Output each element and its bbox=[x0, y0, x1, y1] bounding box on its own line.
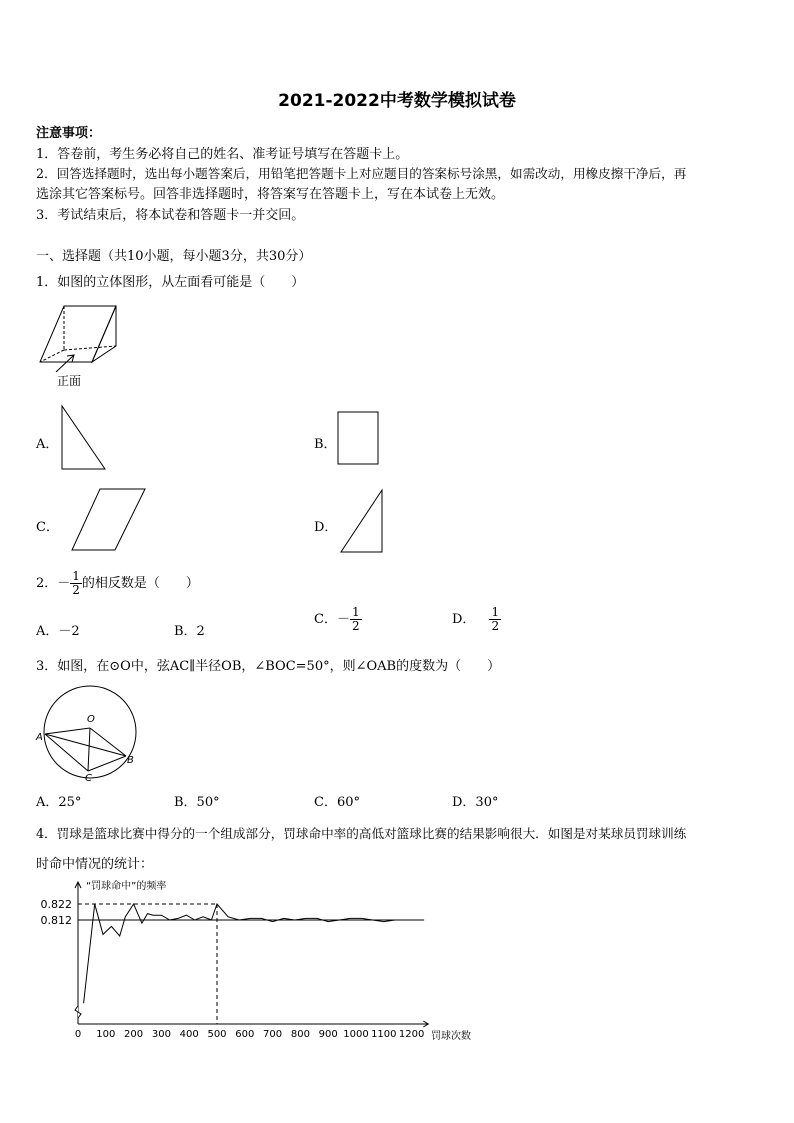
option-d-prefix: D． bbox=[452, 612, 476, 627]
x-tick-label: 600 bbox=[235, 1029, 255, 1040]
solid-side-face bbox=[92, 306, 116, 362]
radius-ob bbox=[90, 728, 126, 756]
x-tick-label: 100 bbox=[96, 1029, 116, 1040]
y-axis-break bbox=[75, 1006, 81, 1018]
question-1-option-a-label: A． bbox=[36, 437, 59, 452]
fraction-denominator: 2 bbox=[491, 619, 500, 633]
parallelogram-shape bbox=[72, 489, 145, 550]
hidden-edge-bottom bbox=[64, 346, 116, 350]
hidden-edge-diagonal bbox=[40, 350, 64, 362]
radius-oc bbox=[88, 728, 90, 771]
question-3-option-a: A．25° bbox=[36, 795, 82, 810]
y-axis-title: “罚球命中”的频率 bbox=[86, 881, 167, 892]
fraction-numerator: 1 bbox=[491, 605, 500, 619]
question-3-option-b: B．50° bbox=[174, 795, 220, 810]
question-2-stem bbox=[36, 570, 199, 598]
x-tick-label: 1000 bbox=[343, 1029, 369, 1040]
question-4-line-1: 4．罚球是篮球比赛中得分的一个组成部分，罚球命中率的高低对篮球比赛的结果影响很大．如图是对某球员罚球训练 bbox=[36, 826, 687, 841]
x-tick-label: 300 bbox=[151, 1029, 171, 1040]
rectangle-shape bbox=[338, 412, 378, 464]
option-c-fraction bbox=[350, 606, 362, 633]
point-c-label: C bbox=[85, 773, 92, 784]
notes-item-3: 3．考试结束后，将本试卷和答题卡一并交回。 bbox=[36, 208, 305, 223]
x-tick-label: 400 bbox=[179, 1029, 199, 1040]
series-line-0 bbox=[84, 904, 418, 1003]
front-label: 正面 bbox=[57, 374, 82, 388]
point-a-label: A bbox=[36, 732, 43, 743]
notes-item-2-line-2: 选涂其它答案标号。回答非选择题时，将答案写在答题卡上，写在本试卷上无效。 bbox=[36, 187, 505, 202]
question-1-option-b-label: B． bbox=[314, 437, 337, 452]
option-c-prefix: C．－ bbox=[314, 612, 350, 627]
question-2-suffix: 的相反数是（ ） bbox=[81, 576, 199, 591]
notes-item-1: 1．答卷前，考生务必将自己的姓名、准考证号填写在答题卡上。 bbox=[36, 147, 409, 162]
point-o-label: O bbox=[87, 714, 95, 725]
y-tick-label: 0.822 bbox=[40, 898, 72, 911]
x-tick-label: 1100 bbox=[371, 1029, 397, 1040]
free-throw-chart bbox=[36, 874, 506, 1046]
question-2-option-b: B．2 bbox=[174, 624, 205, 639]
triangle-shape bbox=[341, 490, 382, 552]
question-3-option-c: C．60° bbox=[314, 795, 360, 810]
fraction-denominator: 2 bbox=[351, 619, 360, 633]
notes-item-2-line-1: 2．回答选择题时，选出每小题答案后，用铅笔把答题卡上对应题目的答案标号涂黑，如需改动，用橡皮擦干净后，再 bbox=[36, 166, 687, 181]
triangle-shape bbox=[62, 406, 105, 469]
option-d-fraction bbox=[489, 606, 501, 633]
page-title: 2021-2022中考数学模拟试卷 bbox=[278, 91, 516, 111]
question-2-option-a: A．－2 bbox=[36, 624, 80, 639]
x-tick-label: 200 bbox=[124, 1029, 144, 1040]
fraction-numerator: 1 bbox=[72, 569, 80, 583]
question-1-option-c-figure bbox=[70, 486, 150, 556]
question-2-option-d bbox=[452, 606, 501, 634]
question-2-option-c bbox=[314, 606, 362, 634]
section-heading: 一、选择题（共10小题，每小题3分，共30分） bbox=[36, 249, 312, 264]
radius-oa bbox=[45, 728, 90, 734]
question-3-circle-figure bbox=[30, 680, 150, 784]
question-2-fraction bbox=[70, 570, 82, 597]
notes-heading: 注意事项： bbox=[36, 126, 102, 141]
question-1-option-a-figure bbox=[60, 404, 110, 474]
x-tick-label: 0 bbox=[74, 1029, 82, 1040]
fraction-numerator: 1 bbox=[351, 605, 360, 619]
x-tick-label: 1200 bbox=[398, 1029, 425, 1040]
chord-cb bbox=[88, 756, 126, 771]
question-1-option-d-label: D． bbox=[314, 520, 338, 535]
question-1-solid-figure bbox=[34, 300, 134, 390]
question-4-line-2: 时命中情况的统计： bbox=[36, 857, 154, 872]
x-tick-label: 500 bbox=[207, 1029, 227, 1040]
x-tick-label: 800 bbox=[290, 1029, 310, 1040]
x-tick-label: 900 bbox=[318, 1029, 338, 1040]
point-b-label: B bbox=[127, 755, 134, 766]
question-1-option-b-figure bbox=[336, 410, 382, 468]
fraction-denominator: 2 bbox=[72, 583, 80, 597]
question-1-option-c-label: C． bbox=[36, 520, 59, 535]
question-1-stem: 1．如图的立体图形，从左面看可能是（ ） bbox=[36, 275, 305, 290]
question-1-option-d-figure bbox=[338, 488, 388, 556]
y-tick-label: 0.812 bbox=[40, 914, 72, 927]
view-arrow bbox=[56, 355, 74, 372]
x-axis-title: 罚球次数 bbox=[431, 1031, 472, 1042]
x-tick-label: 700 bbox=[263, 1029, 283, 1040]
question-2-prefix: 2．－ bbox=[36, 576, 71, 591]
question-3-stem: 3．如图，在⊙O中，弦AC∥半径OB，∠BOC=50°，则∠OAB的度数为（ ） bbox=[36, 659, 501, 674]
question-3-option-d: D．30° bbox=[452, 795, 499, 810]
